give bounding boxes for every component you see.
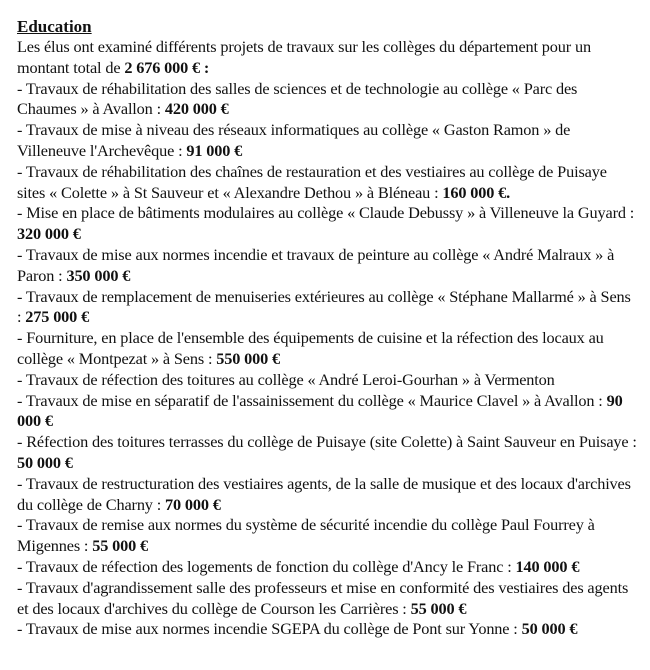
- project-amount: 50 000 €: [521, 619, 578, 639]
- project-text: - Travaux de mise en séparatif de l'assainissement du collège « Maurice Clavel » à Avallon :: [17, 390, 607, 410]
- project-item: [17, 245, 638, 287]
- project-text: - Travaux de mise à niveau des réseaux informatiques au collège « Gaston Ramon » de Villeneuve l'Archevêque :: [17, 120, 571, 160]
- project-item: [17, 578, 638, 620]
- project-item: [17, 515, 638, 557]
- project-item: [17, 328, 638, 370]
- project-text: - Travaux de restructuration des vestiaires agents, de la salle de musique et des locaux d'archives du collège de Charny :: [17, 473, 631, 514]
- project-amount: 90 000 €: [17, 390, 623, 431]
- project-text: - Travaux de remise aux normes du système de sécurité incendie du collège Paul Fourrey à Migennes :: [17, 515, 595, 556]
- project-text: - Fourniture, en place de l'ensemble des équipements de cuisine et la réfection des locaux au collège « Montpezat » à Sens :: [17, 328, 604, 368]
- project-amount: 160 000 €.: [442, 182, 511, 202]
- project-item: [17, 79, 638, 121]
- project-amount: 140 000 €: [515, 556, 580, 576]
- project-text: - Travaux de remplacement de menuiseries extérieures au collège « Stéphane Mallarmé » à Sens :: [17, 286, 631, 327]
- project-item: [17, 370, 638, 391]
- project-list: [17, 79, 638, 641]
- project-item: [17, 203, 638, 245]
- project-item: [17, 287, 638, 329]
- project-amount: 350 000 €: [66, 265, 131, 285]
- intro-paragraph: [17, 37, 638, 79]
- project-amount: 50 000 €: [17, 452, 73, 472]
- total-amount: 2 676 000 € :: [124, 57, 210, 77]
- project-item: [17, 474, 638, 516]
- project-item: [17, 619, 638, 640]
- project-text: - Travaux d'agrandissement salle des professeurs et mise en conformité des vestiaires des agents et des locaux d'archives du collège de Courson les Carrières :: [17, 577, 629, 618]
- section-heading: Education: [17, 17, 92, 36]
- project-item: [17, 162, 638, 204]
- project-text: - Travaux de mise aux normes incendie SGEPA du collège de Pont sur Yonne :: [17, 619, 522, 639]
- project-item: [17, 120, 638, 162]
- project-item: [17, 391, 638, 433]
- project-amount: 320 000 €: [17, 224, 81, 244]
- project-amount: 55 000 €: [92, 536, 149, 556]
- project-text: - Travaux de réhabilitation des salles de sciences et de technologie au collège « Parc des Chaumes » à Avallon :: [17, 78, 578, 119]
- project-amount: 91 000 €: [186, 140, 243, 160]
- project-text: - Travaux de réhabilitation des chaînes de restauration et des vestiaires au collège de Puisaye sites « Colette » à St Sauveur et « Alexandre Dethou » à Bléneau :: [17, 161, 607, 202]
- project-amount: 420 000 €: [164, 99, 229, 119]
- project-text: - Réfection des toitures terrasses du collège de Puisaye (site Colette) à Saint Sauveur en Puisaye :: [17, 432, 637, 452]
- project-amount: 550 000 €: [216, 348, 281, 368]
- project-amount: 70 000 €: [165, 494, 221, 514]
- project-item: [17, 557, 638, 578]
- project-text: - Mise en place de bâtiments modulaires au collège « Claude Debussy » à Villeneuve la Guyard :: [17, 203, 635, 223]
- project-item: [17, 432, 638, 474]
- intro-text: Les élus ont examiné différents projets de travaux sur les collèges du département pour un montant total de: [17, 37, 591, 77]
- project-text: - Travaux de mise aux normes incendie et travaux de peinture au collège « André Malraux » à Paron :: [17, 244, 615, 285]
- project-text: - Travaux de réfection des logements de fonction du collège d'Ancy le Franc :: [17, 556, 516, 576]
- project-amount: 275 000 €: [25, 307, 90, 327]
- project-text: - Travaux de réfection des toitures au collège « André Leroi-Gourhan » à Vermenton: [17, 369, 555, 389]
- project-amount: 55 000 €: [410, 598, 467, 618]
